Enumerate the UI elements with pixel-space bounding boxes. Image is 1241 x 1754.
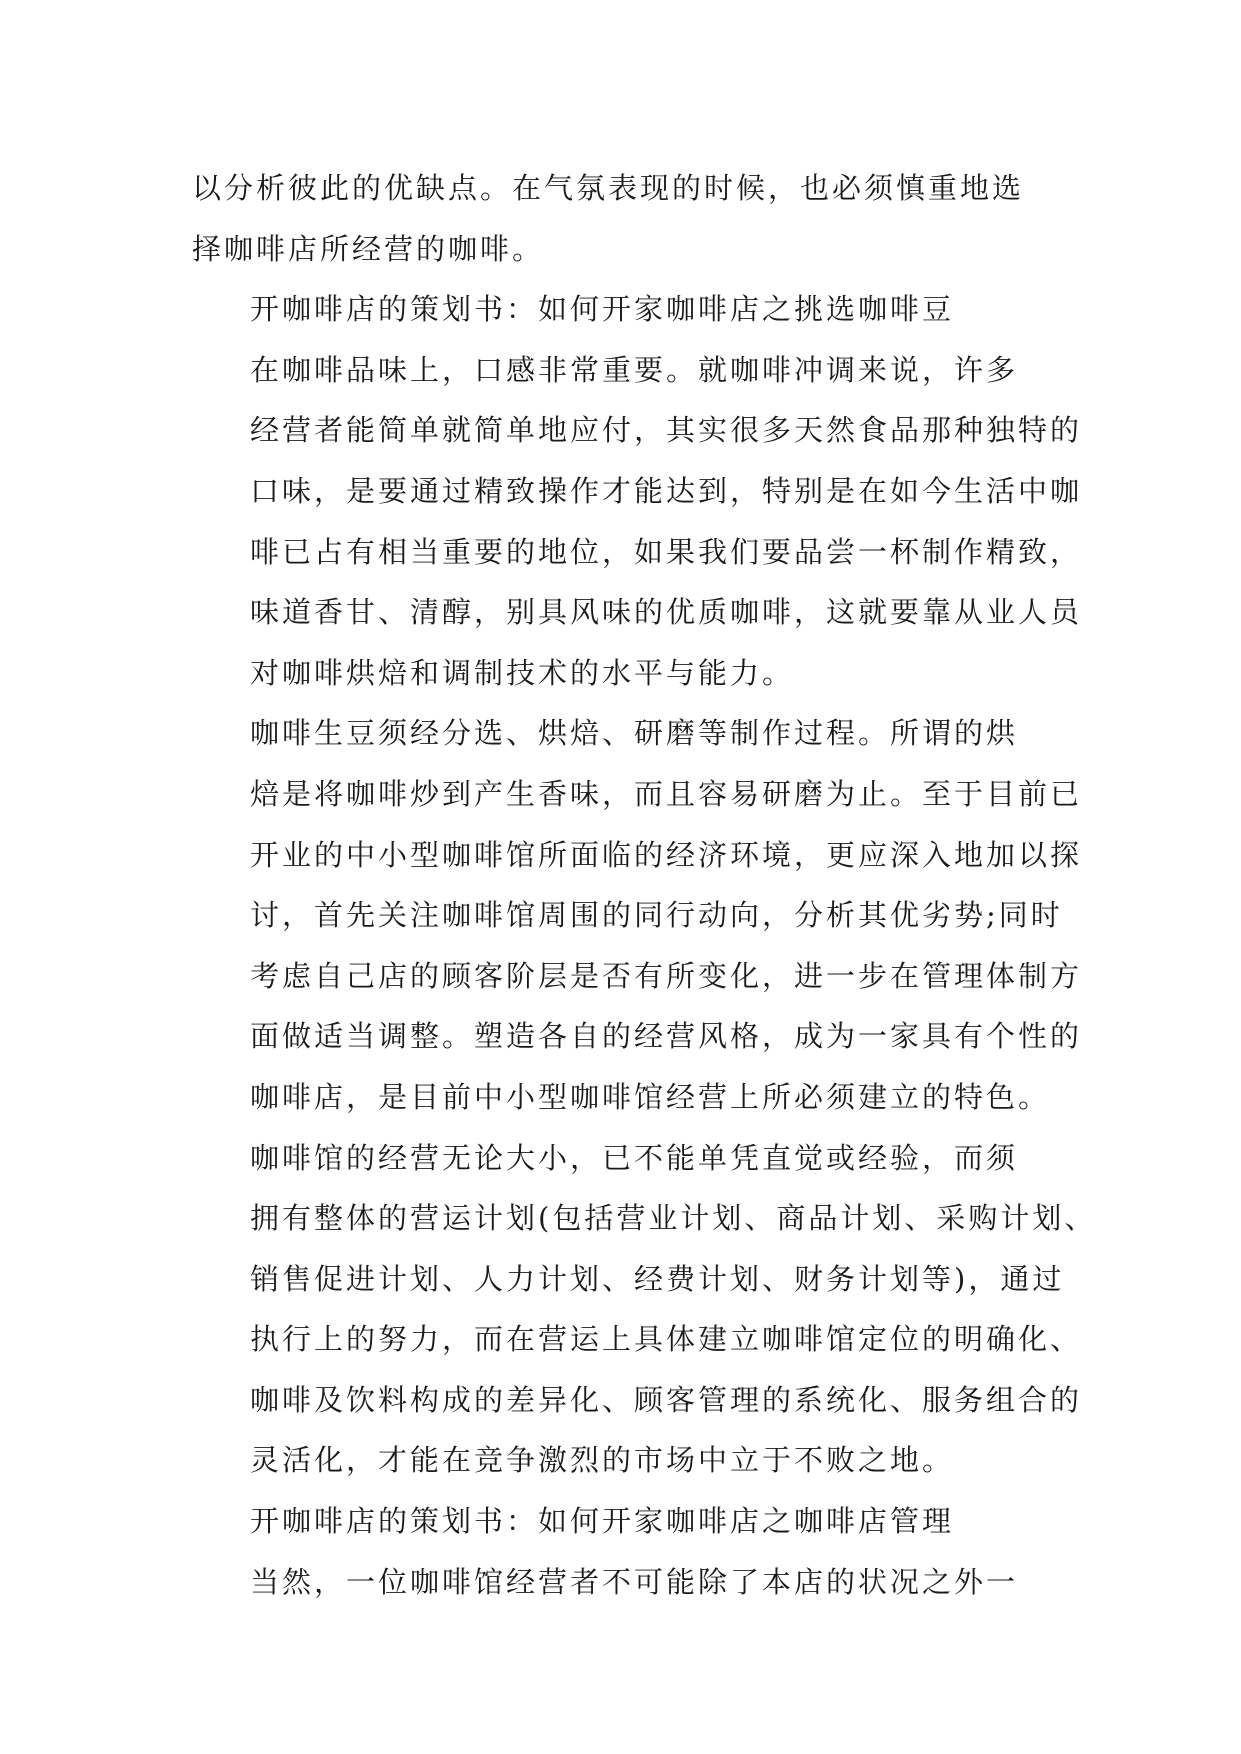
paragraph xyxy=(192,1128,1097,1492)
text-line: 销售促进计划、人力计划、经费计划、财务计划等)，通过 xyxy=(250,1261,1065,1296)
text-line: 以分析彼此的优缺点。在气氛表现的时候，也必须慎重地选 xyxy=(192,171,1025,205)
paragraph xyxy=(192,703,1083,1127)
paragraph xyxy=(192,340,1083,704)
text-line: 开咖啡店的策划书：如何开家咖啡店之咖啡店管理 xyxy=(250,1504,955,1539)
paragraph xyxy=(192,279,1062,340)
paragraph xyxy=(192,158,1062,279)
text-line: 在咖啡品味上，口感非常重要。就咖啡冲调来说，许多 xyxy=(250,352,1019,387)
text-line: 啡已占有相当重要的地位，如果我们要品尝一杯制作精致， xyxy=(250,534,1083,569)
text-line: 咖啡店，是目前中小型咖啡馆经营上所必须建立的特色。 xyxy=(250,1079,1051,1114)
text-line: 择咖啡店所经营的咖啡。 xyxy=(192,231,545,266)
text-line: 咖啡馆的经营无论大小，已不能单凭直觉或经验，而须 xyxy=(250,1140,1019,1175)
text-line: 当然，一位咖啡馆经营者不可能除了本店的状况之外一 xyxy=(250,1564,1019,1599)
text-line: 拥有整体的营运计划(包括营业计划、商品计划、采购计划、 xyxy=(250,1201,1097,1236)
text-line: 咖啡生豆须经分选、烘焙、研磨等制作过程。所谓的烘 xyxy=(250,716,1019,751)
text-line: 面做适当调整。塑造各自的经营风格，成为一家具有个性的 xyxy=(250,1019,1083,1054)
document-body xyxy=(192,158,1097,1612)
paragraph xyxy=(192,1552,1062,1613)
text-line: 对咖啡烘焙和调制技术的水平与能力。 xyxy=(250,655,795,690)
text-line: 口味，是要通过精致操作才能达到，特别是在如今生活中咖 xyxy=(250,473,1083,508)
text-line: 考虑自己店的顾客阶层是否有所变化，进一步在管理体制方 xyxy=(250,958,1083,993)
paragraph xyxy=(192,1491,1062,1552)
text-line: 执行上的努力，而在营运上具体建立咖啡馆定位的明确化、 xyxy=(250,1322,1083,1357)
text-line: 讨，首先关注咖啡馆周围的同行动向，分析其优劣势;同时 xyxy=(250,898,1063,933)
text-line: 开咖啡店的策划书：如何开家咖啡店之挑选咖啡豆 xyxy=(250,292,955,327)
text-line: 开业的中小型咖啡馆所面临的经济环境，更应深入地加以探 xyxy=(250,837,1083,872)
text-line: 焙是将咖啡炒到产生香味，而且容易研磨为止。至于目前已 xyxy=(250,776,1083,811)
text-line: 味道香甘、清醇，别具风味的优质咖啡，这就要靠从业人员 xyxy=(250,595,1083,630)
text-line: 经营者能简单就简单地应付，其实很多天然食品那种独特的 xyxy=(250,413,1083,448)
text-line: 咖啡及饮料构成的差异化、顾客管理的系统化、服务组合的 xyxy=(250,1382,1083,1417)
text-line: 灵活化，才能在竞争激烈的市场中立于不败之地。 xyxy=(250,1443,955,1478)
